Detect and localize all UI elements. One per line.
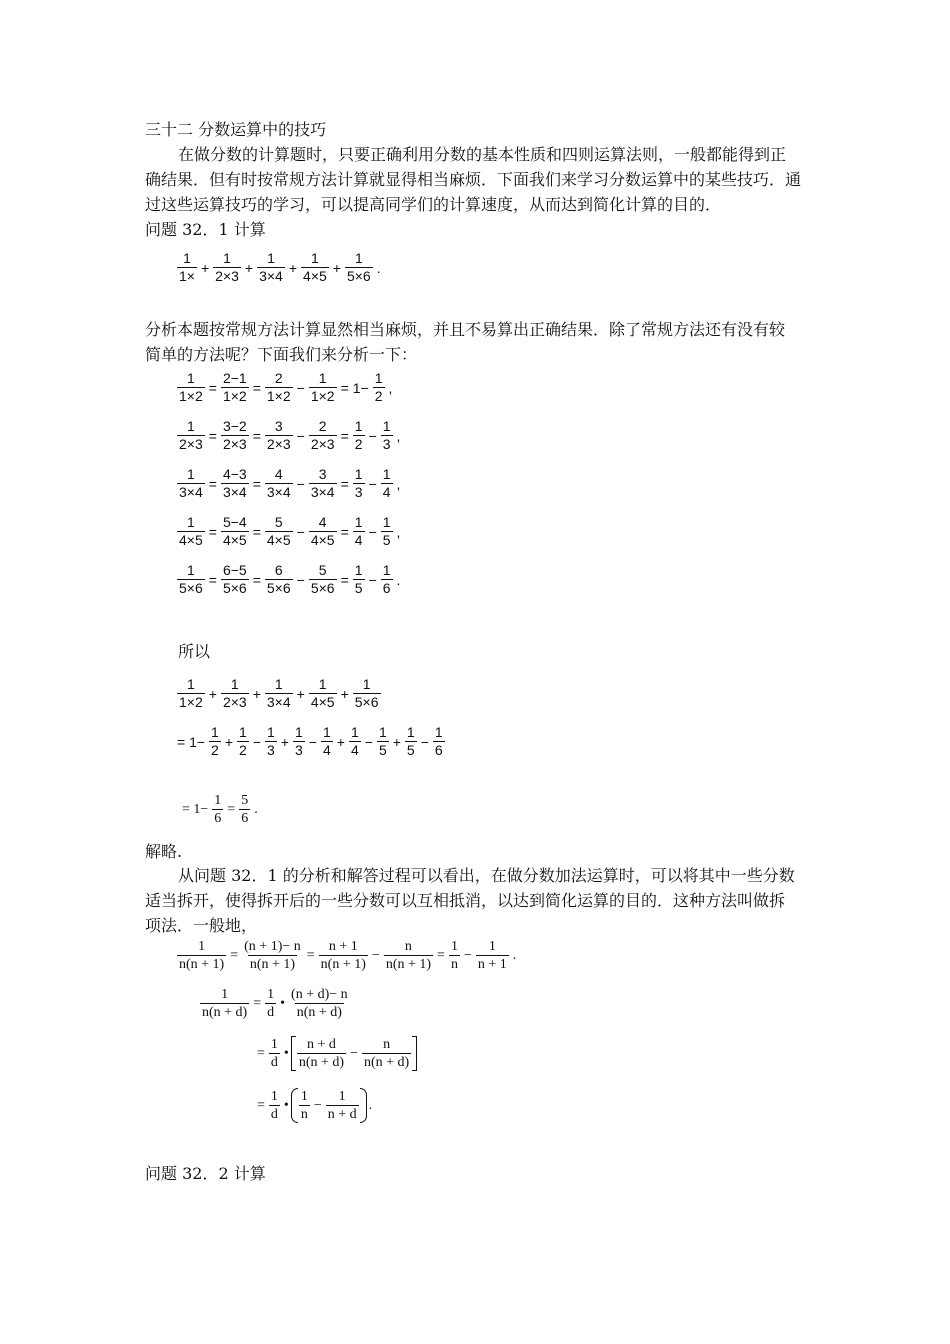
denominator: 4×5: [303, 268, 327, 284]
denominator: n(n + 1): [385, 957, 432, 972]
denominator: 4×5: [310, 694, 335, 710]
denominator: 4: [350, 742, 359, 758]
math-operator: =: [306, 947, 315, 963]
denominator: n(n + d): [202, 1005, 248, 1020]
intro-line-3: 过这些运算技巧的学习，可以提高同学们的计算速度，从而达到简化计算的目的．: [145, 195, 722, 214]
numerator: 5: [318, 562, 327, 578]
denominator: n(n + 1): [179, 957, 225, 972]
fraction: [177, 466, 205, 501]
problem-1-expression: [175, 250, 383, 285]
numerator: 1: [230, 676, 239, 692]
fraction: [265, 370, 293, 405]
fraction: [309, 418, 337, 453]
denominator: n: [450, 957, 458, 972]
math-operator: −: [368, 523, 377, 540]
general-formula-2-line-1: [198, 986, 352, 1021]
math-operator: =: [227, 801, 236, 817]
fraction: [373, 370, 385, 405]
denominator: 2×3: [179, 436, 203, 452]
fraction: [221, 418, 249, 453]
denominator: 3×4: [266, 694, 291, 710]
math-operator: ,: [388, 379, 393, 396]
fraction: [200, 986, 249, 1021]
math-operator: .: [254, 801, 258, 817]
fraction: [353, 676, 381, 711]
numerator: n + d: [306, 1037, 336, 1052]
denominator: 3: [354, 484, 363, 500]
denominator: 2: [374, 388, 383, 404]
denominator: n(n + 1): [249, 957, 296, 972]
fraction: [177, 514, 205, 549]
fraction: [177, 938, 226, 973]
numerator: 4: [274, 466, 283, 482]
math-operator: 1−: [352, 379, 369, 396]
fraction: [353, 418, 365, 453]
math-operator: −: [364, 733, 373, 750]
denominator: 5: [406, 742, 415, 758]
denominator: n: [300, 1107, 308, 1122]
math-operator: .: [368, 1097, 373, 1113]
fraction: [221, 514, 249, 549]
denominator: n(n + d): [298, 1055, 345, 1070]
math-operator: =: [208, 571, 217, 588]
denominator: 5×6: [354, 694, 379, 710]
fraction: [449, 938, 460, 973]
conclusion-line-1: 从问题 32．1 的分析和解答过程可以看出，在做分数加法运算时，可以将其中一些分数: [178, 866, 795, 885]
numerator: 4−3: [222, 466, 247, 482]
numerator: 1: [186, 466, 195, 482]
math-operator: +: [200, 259, 210, 276]
math-operator: =: [252, 379, 261, 396]
denominator: 1×: [179, 268, 195, 284]
math-operator: −: [420, 733, 429, 750]
denominator: 3×4: [259, 268, 283, 284]
denominator: 1×2: [179, 388, 203, 404]
math-operator: =: [340, 571, 349, 588]
numerator: 1: [434, 724, 443, 740]
denominator: n + d: [327, 1107, 357, 1122]
problem-2-label: 问题 32．2 计算: [145, 1164, 266, 1183]
intro-line-1: 在做分数的计算题时，只要正确利用分数的基本性质和四则运算法则，一般都能得到正: [178, 145, 787, 164]
math-operator: +: [296, 685, 305, 702]
denominator: 2×3: [215, 268, 239, 284]
intro-line-2: 确结果．但有时按常规方法计算就显得相当麻烦．下面我们来学习分数运算中的某些技巧．通: [145, 170, 802, 189]
numerator: 2: [318, 418, 327, 434]
math-operator: •: [283, 1097, 289, 1113]
numerator: 5: [274, 514, 283, 530]
fraction: [177, 562, 205, 597]
numerator: 1: [267, 987, 275, 1002]
numerator: 1: [183, 250, 191, 266]
general-formula-2-line-2: [255, 1036, 417, 1071]
fraction: [381, 562, 393, 597]
math-operator: =: [340, 475, 349, 492]
math-operator: .: [396, 571, 401, 588]
fraction: [213, 250, 241, 285]
denominator: d: [270, 1107, 278, 1122]
numerator: 1: [267, 724, 275, 740]
math-operator: =: [340, 379, 349, 396]
numerator: 1: [311, 250, 319, 266]
math-operator: −: [296, 427, 305, 444]
numerator: 3−2: [222, 418, 247, 434]
fraction: [309, 370, 337, 405]
parentheses: [291, 1088, 367, 1123]
denominator: 2×3: [222, 436, 247, 452]
numerator: 1: [322, 724, 331, 740]
math-operator: =: [208, 379, 217, 396]
fraction: [265, 676, 293, 711]
denominator: 2: [211, 742, 219, 758]
numerator: 1: [186, 562, 195, 578]
numerator: 1: [221, 987, 229, 1002]
numerator: 1: [382, 562, 391, 578]
math-operator: +: [332, 259, 341, 276]
denominator: 2: [239, 742, 247, 758]
fraction: [384, 938, 433, 973]
numerator: 1: [318, 370, 327, 386]
fraction: [239, 792, 250, 827]
fraction: [269, 1088, 280, 1123]
fraction: [265, 514, 293, 549]
sum-expression: [175, 676, 383, 711]
analysis-line-2: 简单的方法呢？下面我们来分析一下：: [145, 345, 418, 364]
math-operator: ,: [396, 427, 401, 444]
fraction: [289, 986, 350, 1021]
conclusion-line-2: 适当拆开，使得拆开后的一些分数可以互相抵消，以达到简化运算的目的．这种方法叫做拆: [145, 891, 786, 910]
denominator: 6: [214, 811, 222, 826]
numerator: 1: [186, 370, 195, 386]
fraction: [265, 724, 277, 759]
numerator: 1: [488, 939, 496, 954]
numerator: 1: [214, 793, 222, 808]
denominator: 2×3: [266, 436, 291, 452]
fraction: [309, 562, 337, 597]
numerator: 1: [354, 466, 363, 482]
math-operator: =: [257, 1045, 265, 1061]
numerator: 1: [350, 724, 359, 740]
numerator: 1: [270, 1037, 278, 1052]
denominator: 4: [382, 484, 391, 500]
numerator: 1: [198, 939, 206, 954]
numerator: 1: [186, 514, 195, 530]
denominator: n(n + d): [363, 1055, 410, 1070]
denominator: 5×6: [266, 580, 291, 596]
denominator: 5×6: [179, 580, 203, 596]
denominator: 1×2: [179, 694, 203, 710]
numerator: n: [404, 939, 412, 954]
numerator: 2: [274, 370, 283, 386]
denominator: 5: [378, 742, 387, 758]
fraction: [321, 724, 333, 759]
numerator: 1: [382, 514, 391, 530]
telescoping-expression: [175, 724, 447, 759]
math-operator: .: [512, 947, 517, 963]
math-operator: −: [313, 1097, 322, 1113]
math-operator: =: [252, 523, 261, 540]
math-operator: =: [252, 475, 261, 492]
fraction: [353, 514, 365, 549]
math-operator: ,: [396, 523, 401, 540]
math-operator: −: [308, 733, 317, 750]
numerator: 1: [186, 418, 195, 434]
denominator: 3×4: [310, 484, 335, 500]
numerator: 1: [382, 466, 391, 482]
numerator: 1: [354, 250, 363, 266]
fraction: [345, 250, 373, 285]
fraction: [381, 514, 393, 549]
fraction: [242, 938, 303, 973]
numerator: 4: [318, 514, 327, 530]
math-operator: =: [252, 427, 261, 444]
denominator: 5×6: [310, 580, 335, 596]
so-label: 所以: [178, 642, 211, 661]
fraction: [177, 370, 205, 405]
fraction: [362, 1036, 411, 1071]
fraction: [299, 1088, 310, 1123]
math-operator: =: [437, 947, 445, 963]
fraction: [476, 938, 509, 973]
analysis-line-1: 分析本题按常规方法计算显然相当麻烦，并且不易算出正确结果．除了常规方法还有没有较: [145, 320, 786, 339]
numerator: 1: [211, 724, 219, 740]
math-operator: +: [208, 685, 217, 702]
numerator: 1: [338, 1089, 346, 1104]
denominator: 6: [382, 580, 391, 596]
numerator: 1: [274, 676, 283, 692]
math-operator: −: [252, 733, 261, 750]
fraction: [221, 562, 249, 597]
numerator: 5: [241, 793, 249, 808]
denominator: 1×2: [266, 388, 291, 404]
numerator: 1: [450, 939, 458, 954]
numerator: 2−1: [222, 370, 247, 386]
numerator: 1: [294, 724, 303, 740]
denominator: 4×5: [222, 532, 247, 548]
math-operator: −: [368, 571, 377, 588]
math-operator: =: [257, 1097, 265, 1113]
numerator: 5−4: [222, 514, 247, 530]
fraction: [319, 938, 368, 973]
math-operator: =: [340, 523, 349, 540]
math-operator: =: [230, 947, 239, 963]
denominator: 5×6: [222, 580, 247, 596]
math-operator: −: [368, 475, 377, 492]
math-operator: =: [252, 571, 261, 588]
fraction: [265, 562, 293, 597]
conclusion-line-3: 项法．一般地，: [145, 916, 258, 935]
denominator: 1×2: [310, 388, 335, 404]
math-operator: =: [208, 523, 217, 540]
numerator: 1: [267, 250, 275, 266]
denominator: 3×4: [222, 484, 247, 500]
numerator: 6: [274, 562, 283, 578]
math-operator: +: [336, 733, 345, 750]
fraction: [293, 724, 305, 759]
fraction: [257, 250, 285, 285]
fraction: [269, 1036, 280, 1071]
fraction: [309, 676, 337, 711]
numerator: 1: [362, 676, 371, 692]
square-brackets: [291, 1036, 417, 1071]
math-operator: −: [296, 379, 305, 396]
math-operator: •: [280, 995, 286, 1011]
math-operator: −: [296, 523, 305, 540]
math-operator: = 1−: [182, 801, 209, 817]
fraction: [177, 676, 205, 711]
math-operator: +: [288, 259, 298, 276]
math-operator: −: [463, 947, 472, 963]
math-operator: ,: [396, 475, 401, 492]
numerator: 1: [354, 418, 363, 434]
numerator: 3: [318, 466, 327, 482]
denominator: 3×4: [179, 484, 203, 500]
math-operator: +: [280, 733, 289, 750]
fraction: [265, 418, 293, 453]
numerator: 1: [354, 514, 363, 530]
numerator: (n + 1)− n: [244, 939, 301, 954]
denominator: 3: [382, 436, 391, 452]
fraction: [237, 724, 249, 759]
fraction: [209, 724, 221, 759]
denominator: 5×6: [346, 268, 371, 284]
math-operator: +: [392, 733, 401, 750]
denominator: 2×3: [310, 436, 335, 452]
fraction: [433, 724, 445, 759]
decomposition-row-1: [175, 370, 394, 405]
fraction: [301, 250, 329, 285]
denominator: 3: [294, 742, 303, 758]
fraction: [221, 466, 249, 501]
denominator: 2: [354, 436, 363, 452]
math-operator: =: [208, 475, 217, 492]
denominator: 3×4: [266, 484, 291, 500]
math-operator: +: [224, 733, 234, 750]
numerator: n: [383, 1037, 391, 1052]
fraction: [326, 1088, 359, 1123]
numerator: 1: [186, 676, 195, 692]
denominator: 4×5: [179, 532, 203, 548]
numerator: 1: [223, 250, 231, 266]
denominator: 4: [322, 742, 331, 758]
numerator: 1: [354, 562, 363, 578]
fraction: [353, 466, 365, 501]
denominator: 4×5: [266, 532, 291, 548]
math-operator: −: [296, 475, 305, 492]
denominator: 4: [354, 532, 363, 548]
solution-omitted: 解略.: [145, 842, 183, 861]
section-title: 三十二 分数运算中的技巧: [145, 120, 327, 139]
fraction: [381, 466, 393, 501]
general-formula-1: [175, 938, 518, 973]
math-operator: +: [340, 685, 349, 702]
numerator: 3: [274, 418, 283, 434]
math-operator: =: [253, 995, 262, 1011]
fraction: [177, 250, 197, 285]
denominator: 2×3: [222, 694, 247, 710]
numerator: 1: [239, 724, 247, 740]
fraction: [177, 418, 205, 453]
math-operator: +: [252, 685, 261, 702]
math-operator: +: [244, 259, 254, 276]
math-operator: .: [376, 259, 381, 276]
fraction: [381, 418, 393, 453]
denominator: 6: [434, 742, 443, 758]
decomposition-row-2: [175, 418, 402, 453]
denominator: d: [267, 1005, 275, 1020]
numerator: 1: [270, 1089, 278, 1104]
fraction: [309, 466, 337, 501]
denominator: 5: [382, 532, 391, 548]
numerator: 1: [406, 724, 415, 740]
general-formula-2-line-3: [255, 1088, 374, 1123]
final-result: [180, 792, 260, 827]
numerator: 6−5: [222, 562, 247, 578]
fraction: [221, 676, 249, 711]
denominator: 4×5: [310, 532, 335, 548]
math-operator: =: [208, 427, 217, 444]
fraction: [353, 562, 365, 597]
math-operator: −: [371, 947, 380, 963]
denominator: 1×2: [222, 388, 247, 404]
numerator: (n + d)− n: [291, 987, 348, 1002]
denominator: 5: [354, 580, 363, 596]
fraction: [405, 724, 417, 759]
denominator: 3: [267, 742, 275, 758]
decomposition-row-5: [175, 562, 402, 597]
numerator: 1: [300, 1089, 308, 1104]
fraction: [349, 724, 361, 759]
problem-1-label: 问题 32．1 计算: [145, 220, 266, 239]
numerator: n + 1: [328, 939, 358, 954]
math-operator: −: [368, 427, 377, 444]
decomposition-row-3: [175, 466, 402, 501]
numerator: 1: [382, 418, 391, 434]
math-operator: = 1−: [177, 733, 206, 750]
fraction: [297, 1036, 346, 1071]
decomposition-row-4: [175, 514, 402, 549]
math-operator: −: [350, 1045, 358, 1061]
math-operator: −: [296, 571, 305, 588]
denominator: 6: [241, 811, 249, 826]
fraction: [221, 370, 249, 405]
denominator: n(n + 1): [320, 957, 366, 972]
denominator: n + 1: [477, 957, 507, 972]
numerator: 1: [318, 676, 327, 692]
numerator: 1: [374, 370, 383, 386]
fraction: [265, 466, 293, 501]
fraction: [309, 514, 337, 549]
denominator: d: [270, 1055, 278, 1070]
math-operator: =: [340, 427, 349, 444]
fraction: [265, 986, 276, 1021]
numerator: 1: [378, 724, 387, 740]
fraction: [212, 792, 223, 827]
math-operator: •: [283, 1045, 289, 1061]
fraction: [377, 724, 389, 759]
denominator: n(n + d): [296, 1005, 342, 1020]
